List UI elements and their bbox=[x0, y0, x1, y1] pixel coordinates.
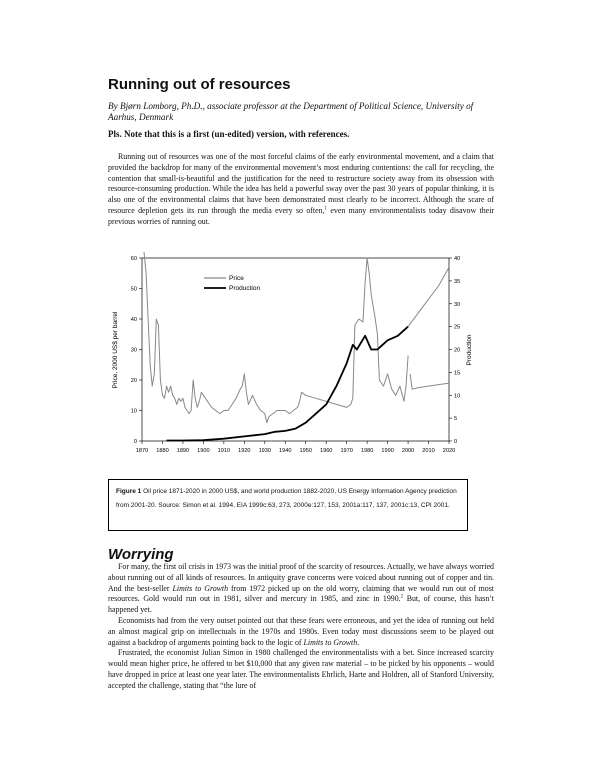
series-line-price bbox=[144, 252, 408, 423]
author-byline: By Bjørn Lomborg, Ph.D., associate professor at the Department of Political Science, University of Aarhus, Denmark bbox=[108, 101, 474, 122]
intro-paragraph bbox=[108, 152, 494, 228]
footnote-ref-1: 1 bbox=[324, 206, 328, 212]
y2-axis-label: Production bbox=[466, 334, 473, 366]
x-tick-label: 1990 bbox=[381, 448, 394, 454]
series-line-production bbox=[167, 327, 409, 441]
y2-tick-label: 40 bbox=[454, 256, 461, 262]
figure-caption bbox=[108, 479, 468, 531]
x-tick-label: 1920 bbox=[238, 448, 251, 454]
x-tick-label: 1870 bbox=[135, 448, 149, 454]
p3-text: Frustrated, the economist Julian Simon in 1980 challenged the environmentalists with a bet. Since increased scarcity would mean higher price, he offered to bet $10,000 that any given raw material – to be picked by his opponents – would have dropped in price at least one year later. The environmentalists Ehrlich, Harte and Holdren, all of Stanford University, accepted the challenge, stating that “the lure of bbox=[108, 648, 494, 690]
y2-tick-label: 15 bbox=[454, 370, 461, 377]
p1-text-a: For many, the first oil crisis in 1973 was the initial proof of the scarcity of resources. Actually, we have always worried about running out of all kinds of resources. In antiquity grave concerns were voiced about running out of copper and tin. And the best-seller bbox=[108, 562, 494, 593]
x-tick-label: 2000 bbox=[401, 448, 415, 454]
plot-area bbox=[142, 258, 449, 441]
chart-marks bbox=[131, 252, 460, 454]
x-tick-label: 1930 bbox=[258, 448, 272, 454]
section-heading: Worrying bbox=[108, 546, 174, 563]
x-tick-label: 1880 bbox=[156, 448, 169, 454]
p2-text-a: Economists had from the very outset pointed out that these fears were erroneous, and yet the idea of running out held an almost magical grip on intellectuals in the 1970s and 1980s. Even today most discussions seem to be played out against a backdrop of arguments pointing back to the logic of bbox=[108, 615, 494, 647]
oil-chart bbox=[108, 250, 478, 465]
y-tick-label: 40 bbox=[130, 317, 137, 323]
caption-text: Oil price 1871-2020 in 2000 US$, and world production 1882-2020, US Energy Information Agency prediction from 2001-20. Source: Simon et al. 1994, EIA 1999c:63, 273, 2000e:127, 153, 2001a:117, 137, 2001c:13, CPI 2001. bbox=[116, 488, 457, 509]
y2-tick-label: 35 bbox=[454, 278, 461, 285]
x-tick-label: 2020 bbox=[442, 448, 456, 454]
x-tick-label: 1900 bbox=[197, 448, 210, 454]
y2-tick-label: 0 bbox=[454, 439, 458, 445]
footnote-ref-2: 2 bbox=[400, 594, 404, 600]
x-tick-label: 1940 bbox=[279, 448, 292, 454]
y-tick-label: 10 bbox=[130, 408, 137, 415]
intro-text-a: Running out of resources was one of the most forceful claims of the early environmental movement, and a claim that provided the backdrop for many of the environmental movement’s most enduring contentions: the call for recycling, the contention that small-is-beautiful and the justification for the need to restructure society away from its obsession with resource-consuming production. While the idea has held a powerful sway over the past 30 years of popular thinking, it is also one of the environmental claims that have been demonstrated most clearly to be incorrect. Although the scare of resource depletion gets its run through the media every so often, bbox=[108, 152, 494, 215]
y-tick-label: 50 bbox=[130, 286, 137, 293]
y-tick-label: 20 bbox=[130, 378, 137, 384]
section-body bbox=[108, 562, 494, 692]
series-line-production-forecast bbox=[408, 267, 449, 326]
intro-text-b: even many environmentalists today disavow their previous worries of running out. bbox=[108, 205, 495, 226]
legend-label-price: Price bbox=[229, 275, 244, 282]
legend-label-production: Production bbox=[229, 285, 261, 292]
x-tick-label: 1910 bbox=[217, 448, 231, 454]
p2-text-b: . bbox=[357, 637, 360, 647]
figure-label: Figure 1 bbox=[116, 488, 142, 495]
p1-emphasis: Limits to Growth bbox=[172, 583, 229, 593]
y2-tick-label: 30 bbox=[454, 301, 461, 308]
y2-tick-label: 10 bbox=[454, 393, 461, 400]
x-tick-label: 1950 bbox=[299, 448, 312, 454]
y2-tick-label: 20 bbox=[454, 347, 461, 354]
y2-tick-label: 25 bbox=[454, 324, 461, 331]
p2-emphasis: Limits to Growth bbox=[303, 637, 358, 647]
y-axis-label: Price, 2000 US$ per barrel bbox=[112, 311, 119, 389]
x-tick-label: 1960 bbox=[319, 448, 333, 454]
y-tick-label: 60 bbox=[130, 256, 137, 262]
series-line-price-forecast bbox=[410, 374, 449, 389]
y-tick-label: 30 bbox=[130, 347, 137, 354]
y2-tick-label: 5 bbox=[454, 416, 458, 423]
legend bbox=[204, 275, 260, 292]
page-title: Running out of resources bbox=[108, 76, 291, 93]
x-tick-label: 1970 bbox=[340, 448, 353, 454]
p1-text-c: But, of course, this hasn’t happened yet. bbox=[108, 594, 494, 615]
y-tick-label: 0 bbox=[133, 439, 137, 445]
x-tick-label: 2010 bbox=[422, 448, 435, 454]
version-note: Pls. Note that this is a first (un-edited) version, with references. bbox=[108, 129, 350, 139]
x-tick-label: 1890 bbox=[176, 448, 190, 454]
p1-text-b: from 1972 picked up on the old worry, claiming that we would run out of most resources. Gold would run out in 1981, silver and mercury in 1985, and zinc in 1990. bbox=[108, 583, 494, 604]
x-tick-label: 1980 bbox=[360, 448, 374, 454]
